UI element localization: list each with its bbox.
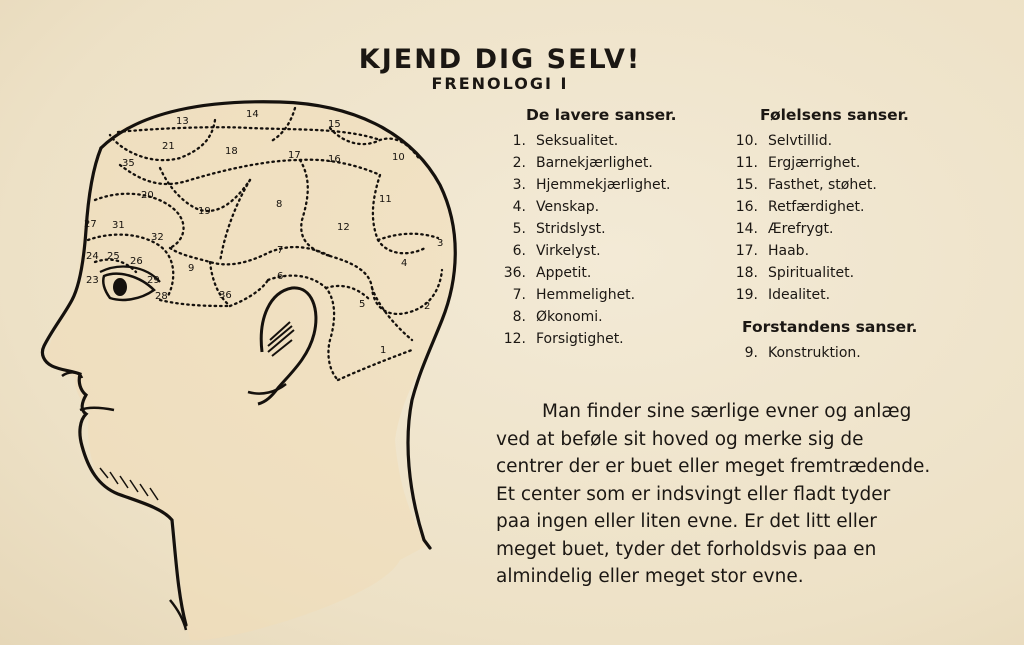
list-item	[732, 218, 917, 240]
item-number: 17.	[735, 243, 758, 259]
region-label: 4	[401, 258, 408, 269]
region-label: 12	[337, 222, 350, 233]
item-label: Haab.	[768, 243, 810, 259]
region-label: 31	[112, 220, 125, 231]
list-item	[498, 174, 677, 196]
region-label: 1	[380, 345, 387, 356]
phrenology-head-diagram	[0, 0, 480, 645]
page-subtitle: FRENOLOGI I	[431, 74, 569, 93]
region-label: 27	[84, 219, 97, 230]
item-number: 16.	[735, 199, 758, 215]
region-label: 11	[379, 194, 392, 205]
list-item	[732, 284, 917, 306]
item-number: 9.	[744, 345, 758, 361]
item-label: Idealitet.	[768, 287, 831, 303]
list-item	[498, 152, 677, 174]
list-item	[498, 218, 677, 240]
head-fill	[45, 102, 455, 641]
item-label: Barnekjærlighet.	[536, 155, 653, 171]
item-number: 15.	[735, 177, 758, 193]
list-item	[732, 196, 917, 218]
item-number: 2.	[512, 155, 526, 171]
item-number: 14.	[735, 221, 758, 237]
lower-senses-column	[498, 106, 677, 350]
paragraph-line: Man finder sine særlige evner og anlæg	[542, 401, 912, 422]
region-label: 29	[147, 275, 160, 286]
item-number: 8.	[512, 309, 526, 325]
list-item	[498, 196, 677, 218]
region-label: 35	[122, 158, 135, 169]
item-number: 3.	[512, 177, 526, 193]
list-item	[498, 306, 677, 328]
intellect-senses-heading: Forstandens sanser.	[742, 318, 918, 336]
item-number: 18.	[735, 265, 758, 281]
region-label: 20	[141, 190, 154, 201]
list-item	[732, 130, 917, 152]
region-label: 7	[277, 245, 284, 256]
item-label: Venskap.	[536, 199, 600, 215]
item-number: 11.	[735, 155, 758, 171]
paragraph-line: almindelig eller meget stor evne.	[496, 566, 804, 587]
region-label: 6	[277, 271, 284, 282]
list-item	[498, 240, 677, 262]
lower-senses-heading: De lavere sanser.	[526, 106, 677, 124]
item-number: 10.	[735, 133, 758, 149]
item-label: Økonomi.	[536, 309, 603, 325]
region-label: 17	[288, 150, 301, 161]
list-item	[498, 130, 677, 152]
region-label: 9	[188, 263, 195, 274]
region-label: 2	[424, 301, 431, 312]
item-label: Appetit.	[536, 265, 592, 281]
item-number: 1.	[512, 133, 526, 149]
region-label: 23	[86, 275, 99, 286]
item-label: Ergjærrighet.	[768, 155, 861, 171]
item-number: 4.	[512, 199, 526, 215]
list-item	[498, 284, 677, 306]
region-label: 24	[86, 251, 99, 262]
region-label: 13	[176, 116, 189, 127]
item-number: 19.	[735, 287, 758, 303]
list-item	[498, 328, 677, 350]
feeling-senses-heading: Følelsens sanser.	[760, 106, 909, 124]
region-label: 16	[328, 154, 341, 165]
list-item	[498, 262, 677, 284]
item-label: Seksualitet.	[536, 133, 619, 149]
item-label: Retfærdighet.	[768, 199, 865, 215]
region-label: 14	[246, 109, 259, 120]
list-item	[732, 240, 917, 262]
list-item	[732, 174, 917, 196]
item-number: 12.	[503, 331, 526, 347]
region-label: 32	[151, 232, 164, 243]
item-label: Virkelyst.	[536, 243, 601, 259]
item-label: Stridslyst.	[536, 221, 606, 237]
region-label: 25	[107, 251, 120, 262]
paragraph-line: Et center som er indsvingt eller fladt tyder	[496, 483, 891, 505]
region-label: 5	[359, 299, 366, 310]
item-number: 36.	[503, 265, 526, 281]
region-label: 18	[225, 146, 238, 157]
page-title: KJEND DIG SELV!	[358, 44, 642, 75]
item-label: Ærefrygt.	[768, 221, 834, 237]
item-number: 6.	[512, 243, 526, 259]
explanation-paragraph	[496, 398, 962, 591]
item-number: 5.	[512, 221, 526, 237]
region-label: 26	[130, 256, 143, 267]
item-label: Hjemmekjærlighet.	[536, 177, 671, 193]
list-item	[732, 152, 917, 174]
region-label: 10	[392, 152, 405, 163]
paragraph-line: meget buet, tyder det forholdsvis paa en	[496, 538, 877, 560]
item-label: Forsigtighet.	[536, 331, 624, 347]
paragraph-line: centrer der er buet eller meget fremtrædende.	[496, 456, 931, 477]
region-label: 36	[219, 290, 232, 301]
item-label: Spiritualitet.	[768, 265, 855, 281]
list-item	[732, 262, 917, 284]
region-label: 15	[328, 119, 341, 130]
region-label: 3	[437, 238, 444, 249]
item-label: Hemmelighet.	[536, 287, 636, 303]
region-label: 8	[276, 199, 283, 210]
item-label: Konstruktion.	[768, 345, 861, 361]
region-label: 21	[162, 141, 175, 152]
list-item	[732, 342, 917, 364]
paragraph-line: ved at beføle sit hoved og merke sig de	[496, 428, 864, 450]
eye-pupil	[113, 278, 127, 296]
item-number: 7.	[512, 287, 526, 303]
item-label: Fasthet, støhet.	[768, 177, 877, 193]
feeling-senses-column	[732, 106, 917, 364]
paragraph-line: paa ingen eller liten evne. Er det litt eller	[496, 511, 877, 532]
region-label: 28	[155, 291, 168, 302]
item-label: Selvtillid.	[768, 133, 833, 149]
region-label: 19	[198, 206, 211, 217]
